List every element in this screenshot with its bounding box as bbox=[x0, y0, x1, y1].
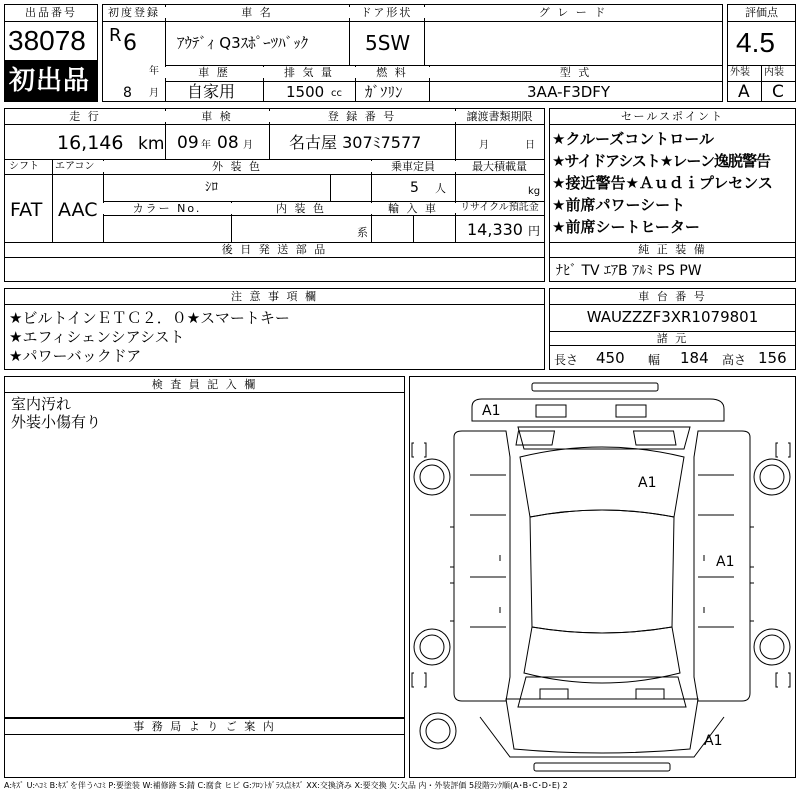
month-unit: 月 bbox=[149, 88, 159, 99]
office-label: 事 務 局 よ り ご 案 内 bbox=[5, 721, 404, 732]
fuel-label: 燃 料 bbox=[355, 67, 429, 78]
recycle-value: 14,330 bbox=[467, 220, 523, 239]
sales-point-item: ★前席シートヒーター bbox=[552, 218, 700, 236]
chassis-number: WAUZZZF3XR1079801 bbox=[586, 308, 759, 326]
mileage-label: 走 行 bbox=[5, 111, 165, 122]
history-value: 自家用 bbox=[187, 82, 236, 101]
car-name-label: 車 名 bbox=[165, 7, 349, 18]
width-label: 幅 bbox=[648, 353, 661, 367]
inspection-year: 09 bbox=[177, 133, 199, 153]
inspector-label: 検 査 員 記 入 欄 bbox=[5, 379, 404, 390]
damage-mark: A1 bbox=[716, 554, 735, 570]
exterior-grade: A bbox=[738, 82, 750, 102]
score-value: 4.5 bbox=[736, 27, 775, 58]
ac-label: エアコン bbox=[55, 161, 95, 172]
transfer-month-unit: 月 bbox=[479, 140, 489, 151]
inspector-line: 室内汚れ bbox=[11, 395, 72, 413]
sales-point-item: ★接近警告★Ａｕｄｉプレセンス bbox=[552, 174, 773, 192]
inspector-box bbox=[4, 376, 405, 718]
legend-text: A:ｷｽﾞ U:ﾍｺﾐ B:ｷｽﾞを伴うﾍｺﾐ P:要塗装 W:補修跡 S:錆 C:腐食 ヒビ G:ﾌﾛﾝﾄｶﾞﾗｽ点ｷｽﾞ XX:交換済み X:要交換 欠:欠品 内・外装評価 5段階ﾗﾝｸ順(A･B･C･D･E) 2 bbox=[4, 781, 568, 790]
exterior-grade-label: 外装 bbox=[730, 67, 750, 78]
inspection-year-unit: 年 bbox=[201, 140, 211, 151]
import-label: 輸 入 車 bbox=[371, 203, 455, 214]
standard-equipment-value: ﾅﾋﾞ TV ｴｱB ｱﾙﾐ PS PW bbox=[556, 263, 702, 279]
recycle-label: リサイクル預託金 bbox=[455, 203, 544, 213]
month: 8 bbox=[123, 85, 132, 101]
ac-value: AAC bbox=[58, 199, 98, 221]
mileage-value: 16,146 bbox=[57, 132, 124, 154]
inspection-month-unit: 月 bbox=[243, 140, 253, 151]
notes-box bbox=[4, 288, 545, 370]
inspection-label: 車 検 bbox=[165, 111, 269, 122]
score-label: 評価点 bbox=[728, 7, 795, 18]
shift-label: シフト bbox=[9, 161, 39, 172]
sales-points-label: セールスポイント bbox=[550, 111, 795, 122]
inspection-month: 08 bbox=[217, 133, 239, 153]
damage-mark: A1 bbox=[704, 733, 723, 749]
inspector-line: 外装小傷有り bbox=[11, 413, 102, 431]
color-value: ｼﾛ bbox=[205, 180, 218, 195]
damage-mark: A1 bbox=[638, 475, 657, 491]
max-load-unit: kg bbox=[528, 186, 541, 197]
first-reg-label: 初度登録 bbox=[103, 7, 165, 18]
interior-grade: C bbox=[772, 82, 784, 102]
recycle-unit: 円 bbox=[528, 224, 541, 238]
door-label: ドア形状 bbox=[349, 7, 424, 18]
interior-grade-label: 内装 bbox=[764, 67, 784, 78]
door-type: 5SW bbox=[365, 31, 411, 55]
shift-value: FAT bbox=[10, 199, 43, 221]
width-value: 184 bbox=[680, 349, 709, 367]
note-line: ★パワーバックドア bbox=[9, 347, 142, 365]
displacement-unit: cc bbox=[331, 88, 342, 99]
max-load-label: 最大積載量 bbox=[455, 161, 544, 172]
transfer-label: 譲渡書類期限 bbox=[455, 111, 544, 122]
color-no-label: カラー No. bbox=[103, 203, 231, 214]
transfer-day-unit: 日 bbox=[525, 140, 535, 151]
notes-label: 注 意 事 項 欄 bbox=[5, 291, 544, 302]
car-name: ｱｳﾃﾞｨ Q3ｽﾎﾟｰﾂﾊﾞｯｸ bbox=[177, 34, 309, 52]
capacity-unit: 人 bbox=[435, 182, 446, 195]
lot-number: 38078 bbox=[8, 25, 86, 56]
damage-diagram-box bbox=[409, 376, 796, 778]
details-grid bbox=[4, 108, 545, 282]
reg-no-value: 名古屋 307ﾐ7577 bbox=[289, 133, 422, 152]
later-parts-label: 後 日 発 送 部 品 bbox=[5, 244, 544, 255]
standard-equipment-label: 純 正 装 備 bbox=[550, 244, 795, 255]
displacement-value: 1500 bbox=[286, 83, 325, 101]
year-unit: 年 bbox=[149, 66, 159, 77]
sales-point-item: ★サイドアシスト★レーン逸脱警告 bbox=[552, 152, 771, 170]
length-value: 450 bbox=[596, 349, 625, 367]
capacity-label: 乗車定員 bbox=[371, 161, 455, 172]
model-label: 型 式 bbox=[429, 67, 722, 78]
sales-points-box bbox=[549, 108, 796, 282]
reg-no-label: 登 録 番 号 bbox=[269, 111, 455, 122]
first-listing-badge bbox=[4, 60, 98, 102]
damage-mark: A1 bbox=[482, 403, 501, 419]
note-line: ★エフィシェンシアシスト bbox=[9, 328, 185, 346]
lot-label: 出品番号 bbox=[5, 7, 97, 18]
dims-label: 諸 元 bbox=[550, 333, 795, 344]
sales-point-item: ★前席パワーシート bbox=[552, 196, 686, 214]
interior-color-label: 内 装 色 bbox=[231, 203, 371, 214]
mileage-unit: km bbox=[138, 134, 165, 154]
year: 6 bbox=[123, 31, 137, 56]
office-box bbox=[4, 718, 405, 778]
capacity-value: 5 bbox=[410, 180, 419, 196]
history-label: 車 歴 bbox=[165, 67, 263, 78]
grade-label: グ レ ー ド bbox=[424, 7, 722, 18]
car-diagram bbox=[410, 377, 795, 777]
sales-point-item: ★クルーズコントロール bbox=[552, 130, 714, 148]
chassis-label: 車 台 番 号 bbox=[550, 291, 795, 302]
color-label: 外 装 色 bbox=[103, 161, 371, 172]
displacement-label: 排 気 量 bbox=[263, 67, 355, 78]
note-line: ★ビルトインＥＴＣ２．０★スマートキー bbox=[9, 309, 290, 327]
score-box bbox=[727, 4, 796, 102]
model-value: 3AA-F3DFY bbox=[527, 83, 611, 101]
header-grid bbox=[102, 4, 723, 102]
lot-number-box bbox=[4, 4, 98, 61]
height-value: 156 bbox=[758, 349, 787, 367]
fuel-value: ｶﾞｿﾘﾝ bbox=[365, 83, 403, 101]
era: R bbox=[109, 25, 122, 46]
height-label: 高さ bbox=[722, 353, 747, 367]
length-label: 長さ bbox=[554, 353, 579, 367]
interior-color-unit: 系 bbox=[357, 226, 368, 239]
first-listing-text: 初出品 bbox=[9, 66, 91, 96]
chassis-box bbox=[549, 288, 796, 370]
